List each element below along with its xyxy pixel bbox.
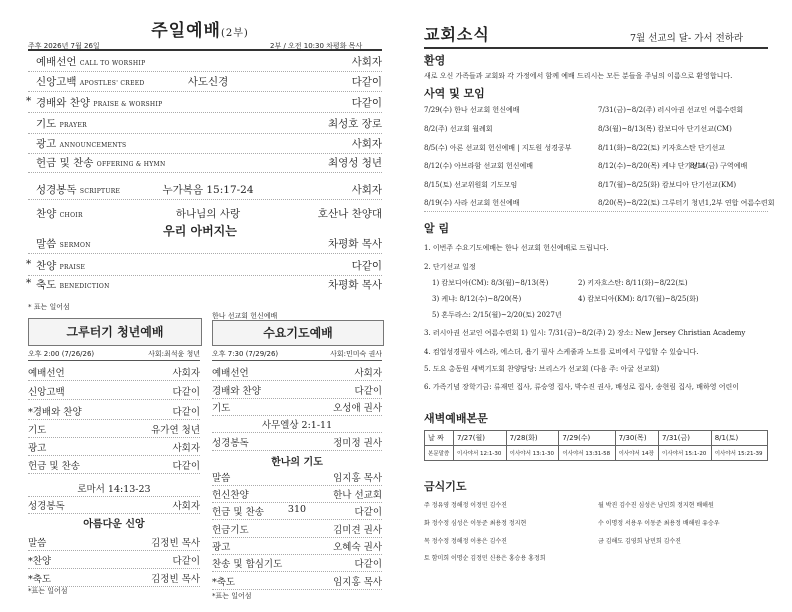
order-label-ko: 찬양 (36, 208, 57, 220)
order-row (28, 116, 382, 134)
service-divider (28, 380, 200, 381)
welcome-text: 새로 오신 가족들과 교회와 각 가정에서 함께 예배 드리시는 모든 분들을 주님의 이름으로 환영합니다. (424, 72, 733, 80)
order-label-en: CHOIR (59, 212, 83, 219)
order-leader: 차평화 목사 (327, 238, 382, 250)
event-item: 8/2(주) 선교회 월례회 (424, 125, 493, 133)
service-detail: 로마서 14:13-23 (77, 484, 151, 495)
order-divider (28, 199, 382, 200)
trip-item: 5) 혼두라스: 2/15(월)~2/20(토) 2027년 (432, 311, 562, 319)
news-rule (424, 47, 768, 49)
standing-mark: * (26, 277, 32, 289)
dawn-table (424, 430, 768, 461)
service-leader: 다같이 (172, 461, 200, 472)
order-row (28, 155, 382, 173)
order-row (28, 277, 382, 295)
worship-title (0, 16, 400, 41)
event-item: 8/14(금) 구역예배 (690, 162, 748, 170)
service-label: 성경봉독 (28, 501, 65, 512)
service-label: *축도 (28, 574, 52, 585)
order-leader: 사회자 (351, 184, 382, 196)
wednesday-presider: 사회:민미숙 권사 (330, 350, 382, 358)
events-heading: 사역 및 모임 (424, 87, 485, 100)
order-label (36, 236, 91, 251)
notice-item: 6. 가족기념 장학기금: 류재민 집사, 류승영 집사, 박수진 권사, 배성로 집사, 송현림 집사, 배하영 어린이 (424, 383, 740, 391)
service-row (28, 571, 200, 586)
youth-time: 오후 2:00 (7/26/26) (28, 350, 95, 358)
event-item: 8/19(수) 사라 선교회 헌신예배 (424, 199, 520, 207)
dawn-text-cell: 이사야서 13:31-58 (559, 446, 615, 461)
standing-mark: * (26, 95, 32, 107)
order-row (28, 95, 382, 113)
order-leader: 최성호 장로 (327, 118, 382, 130)
service-divider (212, 537, 382, 538)
worship-title-text: 주일예배 (151, 21, 221, 41)
service-leader: 임지홍 목사 (333, 473, 382, 484)
order-leader: 차평화 목사 (327, 279, 382, 291)
order-leader: 사회자 (351, 138, 382, 150)
order-divider (28, 91, 382, 92)
order-divider (28, 153, 382, 154)
dawn-date-row (425, 431, 768, 446)
service-row (212, 487, 382, 502)
notice-item: 1. 이번주 수요기도예배는 한나 선교회 헌신예배로 드립니다. (424, 244, 609, 252)
order-label-ko: 경배와 찬양 (36, 97, 91, 109)
order-label-en: BENEDICTION (59, 283, 110, 290)
order-label-ko: 기도 (36, 118, 57, 130)
order-label (36, 206, 83, 221)
service-label: 말씀 (28, 538, 47, 549)
notice-item: 3. 러시아권 선교인 여름수련회 1) 일시: 7/31(금)~8/2(주) 2) 장소: New Jersey Christian Academy (424, 329, 746, 337)
service-divider (212, 519, 382, 520)
prayer-item: 목 정수정 정해정 이용은 김수진 (424, 538, 507, 545)
wednesday-host: 한나 선교회 헌신예배 (212, 312, 278, 320)
dawn-text-cell: 본문말씀 (425, 446, 454, 461)
service-row (28, 384, 200, 399)
trip-item: 1) 캄보디아(CM): 8/3(월)~8/13(목) (432, 279, 549, 287)
service-divider (28, 550, 200, 551)
youth-presider: 사회:최석윤 청년 (148, 350, 200, 358)
service-divider (28, 419, 200, 420)
service-row (212, 574, 382, 589)
service-leader: 김정빈 목사 (151, 538, 200, 549)
service-leader: 정미정 권사 (333, 438, 382, 449)
event-item: 8/5(수) 아론 선교회 헌신예배 | 지도원 성경공부 (424, 144, 572, 152)
service-leader: 사회자 (172, 443, 200, 454)
trip-item: 3) 케냐: 8/12(수)~8/20(목) (432, 295, 522, 303)
order-label (36, 116, 87, 131)
order-divider (28, 275, 382, 276)
order-row (28, 236, 382, 254)
service-divider (28, 513, 200, 514)
service-divider (212, 589, 382, 590)
service-label: *축도 (212, 577, 236, 588)
service-leader: 다같이 (172, 556, 200, 567)
order-divider (28, 112, 382, 113)
dawn-text-cell: 이사야서 15:21-39 (711, 446, 767, 461)
order-leader: 사회자 (351, 56, 382, 68)
service-divider (28, 437, 200, 438)
order-leader: 호산나 찬양대 (317, 208, 382, 220)
service-divider (212, 485, 382, 486)
worship-date: 주후 2026년 7월 26일 (28, 42, 100, 50)
service-row (28, 422, 200, 437)
service-label: 기도 (212, 403, 231, 414)
service-row (212, 383, 382, 398)
order-label-en: PRAISE & WORSHIP (93, 101, 163, 108)
dawn-date-cell: 7/27(월) (454, 431, 507, 446)
prayer-item: 금 김해도 김영희 남민희 김수진 (598, 538, 681, 545)
service-label: 예배선언 (212, 368, 249, 379)
service-row (28, 498, 200, 513)
service-divider (28, 473, 200, 474)
order-label-en: OFFERING & HYMN (96, 161, 166, 168)
news-slogan: 7월 선교의 달- 가서 전하라 (630, 33, 744, 44)
order-label-ko: 헌금 및 찬송 (36, 157, 94, 169)
wednesday-rule (212, 360, 382, 361)
service-row (28, 404, 200, 419)
notice-item: 2. 단기선교 일정 (424, 263, 476, 271)
service-row (212, 470, 382, 485)
dawn-date-cell: 7/28(화) (506, 431, 559, 446)
service-divider (212, 571, 382, 572)
order-row (28, 54, 382, 72)
wednesday-note: *표는 일어섬 (212, 592, 252, 600)
service-divider (28, 399, 200, 400)
prayer-item: 월 박진 김수진 심성은 남민희 정지현 배해원 (598, 502, 714, 509)
service-divider (212, 502, 382, 503)
title-rule (28, 49, 382, 51)
order-label (36, 155, 166, 170)
service-row (28, 481, 200, 496)
service-divider (212, 432, 382, 433)
service-divider (212, 554, 382, 555)
service-leader: 한나 선교회 (333, 490, 382, 501)
service-row (28, 440, 200, 455)
order-label-ko: 성경봉독 (36, 184, 77, 196)
dawn-heading: 새벽예배본문 (424, 412, 488, 425)
news-divider (424, 211, 768, 212)
order-label-ko: 말씀 (36, 238, 57, 250)
event-item: 8/12(수)~8/20(목) 케냐 단기선교 (598, 162, 705, 170)
service-detail: 310 (287, 504, 307, 515)
dawn-date-cell: 8/1(토) (711, 431, 767, 446)
service-leader: 다같이 (354, 386, 382, 397)
service-label: 경배와 찬양 (212, 386, 261, 397)
service-row (28, 458, 200, 473)
prayer-item: 수 이명정 서용우 이동준 최용정 배해원 유승우 (598, 520, 720, 527)
order-row (28, 74, 382, 92)
order-leader: 다같이 (351, 97, 382, 109)
order-label-ko: 축도 (36, 279, 57, 291)
order-label (36, 136, 126, 151)
service-label: 헌금기도 (212, 525, 249, 536)
order-divider (28, 172, 382, 173)
service-row (212, 504, 382, 519)
service-divider (212, 450, 382, 451)
service-divider (28, 568, 200, 569)
order-divider (28, 253, 382, 254)
service-row (212, 539, 382, 554)
prayer-item: 토 함미희 이명순 김정민 신용은 홍승용 홍정희 (424, 555, 546, 562)
service-leader: 유가연 청년 (151, 425, 200, 436)
order-row (28, 182, 382, 200)
order-label-ko: 찬양 (36, 260, 57, 272)
youth-title: 그루터기 청년예배 (28, 318, 202, 346)
sermon-title: 우리 아버지는 (163, 224, 237, 238)
service-divider (212, 380, 382, 381)
service-leader: 다같이 (354, 507, 382, 518)
service-leader: 다같이 (354, 559, 382, 570)
service-label: 광고 (212, 542, 231, 553)
service-label: 신앙고백 (28, 387, 65, 398)
dawn-text-cell: 이사야서 12:1-30 (454, 446, 507, 461)
order-detail: 누가복음 15:17-24 (162, 184, 254, 196)
notice-item: 4. 컴업성경필사 에스라, 에스더, 욥기 필사 스케줄과 노트를 로비에서 구입할 수 있습니다. (424, 348, 699, 356)
dawn-text-cell: 이사야서 13:1-30 (506, 446, 559, 461)
dawn-date-cell: 7/29(수) (559, 431, 615, 446)
notices-heading: 알 림 (424, 222, 450, 235)
service-leader: 다같이 (172, 407, 200, 418)
service-divider (212, 415, 382, 416)
service-label: 기도 (28, 425, 47, 436)
event-item: 8/15(토) 선교위원회 기도모임 (424, 181, 518, 189)
service-leader: 사회자 (172, 368, 200, 379)
news-title: 교회소식 (424, 25, 490, 44)
dawn-text-cell: 이사야서 15:1-20 (659, 446, 712, 461)
order-label (36, 95, 162, 110)
order-detail: 하나님의 사랑 (175, 208, 241, 220)
order-label-en: ANNOUNCEMENTS (59, 142, 127, 149)
service-row (212, 417, 382, 432)
order-leader: 다같이 (351, 260, 382, 272)
dawn-text-row (425, 446, 768, 461)
service-detail: 사무엘상 2:1-11 (261, 420, 333, 431)
service-label: *경배와 찬양 (28, 407, 82, 418)
worship-time: 2부 / 오전 10:30 차평화 목사 (270, 42, 363, 50)
event-item: 8/12(수) 아브라함 선교회 헌신예배 (424, 162, 534, 170)
event-item: 8/17(월)~8/25(화) 캄보디아 단기선교(KM) (598, 181, 737, 189)
worship-part: (2부) (220, 28, 249, 39)
dawn-date-cell: 7/30(목) (615, 431, 658, 446)
event-item: 7/31(금)~8/2(주) 러시아권 선교인 여름수련회 (598, 106, 744, 114)
order-label-en: APOSTLES' CREED (79, 80, 145, 87)
service-label: 헌금 및 찬송 (28, 461, 80, 472)
order-label (36, 54, 145, 69)
service-label: *찬양 (28, 556, 52, 567)
order-label-ko: 예배선언 (36, 56, 77, 68)
event-item: 8/20(목)~8/22(토) 그루터기 청년1,2부 연합 여름수련회 (598, 199, 775, 207)
service-row (212, 365, 382, 380)
order-label-en: CALL TO WORSHIP (79, 60, 146, 67)
dawn-date-cell: 7/31(금) (659, 431, 712, 446)
order-detail: 사도신경 (187, 76, 229, 88)
order-label (36, 182, 120, 197)
standing-note: * 표는 일어섬 (28, 303, 70, 311)
service-row (28, 535, 200, 550)
order-divider (28, 133, 382, 134)
service-row (212, 435, 382, 450)
order-label-ko: 광고 (36, 138, 57, 150)
service-label: 찬송 및 합심기도 (212, 559, 283, 570)
event-item: 7/29(수) 한나 선교회 헌신예배 (424, 106, 520, 114)
service-label: 예배선언 (28, 368, 65, 379)
service-leader: 임지홍 목사 (333, 577, 382, 588)
service-leader: 사회자 (172, 501, 200, 512)
event-item: 8/11(화)~8/22(토) 키자흐스탄 단기선교 (598, 144, 726, 152)
order-label (36, 258, 85, 273)
prayer-item: 주 정유영 정해정 이정민 김수진 (424, 502, 507, 509)
order-label-en: PRAYER (59, 122, 87, 129)
wednesday-sermon-title: 한나의 기도 (271, 457, 323, 468)
prayer-heading: 금식기도 (424, 480, 467, 493)
service-label: 성경봉독 (212, 438, 249, 449)
service-leader: 사회자 (354, 368, 382, 379)
service-label: 광고 (28, 443, 47, 454)
order-row (28, 136, 382, 154)
notice-item: 5. 도요 총동원 새벽기도회 찬양담당: 브리스가 선교회 (다음 주: 아굴 선교회) (424, 365, 660, 373)
service-label: 말씀 (212, 473, 231, 484)
service-row (28, 365, 200, 380)
order-divider (28, 71, 382, 72)
order-label-en: SCRIPTURE (79, 188, 121, 195)
service-divider (212, 398, 382, 399)
order-label-en: SERMON (59, 242, 91, 249)
order-label (36, 74, 145, 89)
order-label-ko: 신앙고백 (36, 76, 77, 88)
wednesday-time: 오후 7:30 (7/29/26) (212, 350, 279, 358)
wednesday-title: 수요기도예배 (212, 320, 384, 346)
dawn-text-cell: 이사야서 14장 (615, 446, 658, 461)
trip-item: 4) 캄보디아(KM): 8/17(월)~8/25(화) (578, 295, 699, 303)
welcome-heading: 환영 (424, 54, 446, 67)
order-leader: 최영성 청년 (327, 157, 382, 169)
service-row (212, 400, 382, 415)
youth-sermon-title: 아름다운 신앙 (83, 519, 145, 530)
service-leader: 오성애 권사 (333, 403, 382, 414)
trip-item: 2) 키자흐스탄: 8/11(화)~8/22(토) (578, 279, 688, 287)
order-leader: 다같이 (351, 76, 382, 88)
service-divider (28, 496, 200, 497)
service-divider (28, 455, 200, 456)
youth-rule (28, 360, 200, 361)
youth-note: *표는 일어섬 (28, 587, 68, 595)
service-label: 헌금 및 찬송 (212, 507, 264, 518)
service-label: 헌신찬양 (212, 490, 249, 501)
order-label (36, 277, 110, 292)
service-leader: 김정빈 목사 (151, 574, 200, 585)
order-row (28, 258, 382, 276)
service-row (28, 553, 200, 568)
service-leader: 다같이 (172, 387, 200, 398)
service-row (212, 522, 382, 537)
dawn-date-cell: 날 짜 (425, 431, 454, 446)
service-row (212, 556, 382, 571)
event-item: 8/3(월)~8/13(목) 캄보디아 단기선교(CM) (598, 125, 732, 133)
prayer-item: 화 정수정 심성은 이동준 최용정 정지현 (424, 520, 527, 527)
standing-mark: * (26, 258, 32, 270)
service-leader: 오혜숙 권사 (333, 542, 382, 553)
service-leader: 김미견 권사 (333, 525, 382, 536)
order-label-en: PRAISE (59, 264, 86, 271)
